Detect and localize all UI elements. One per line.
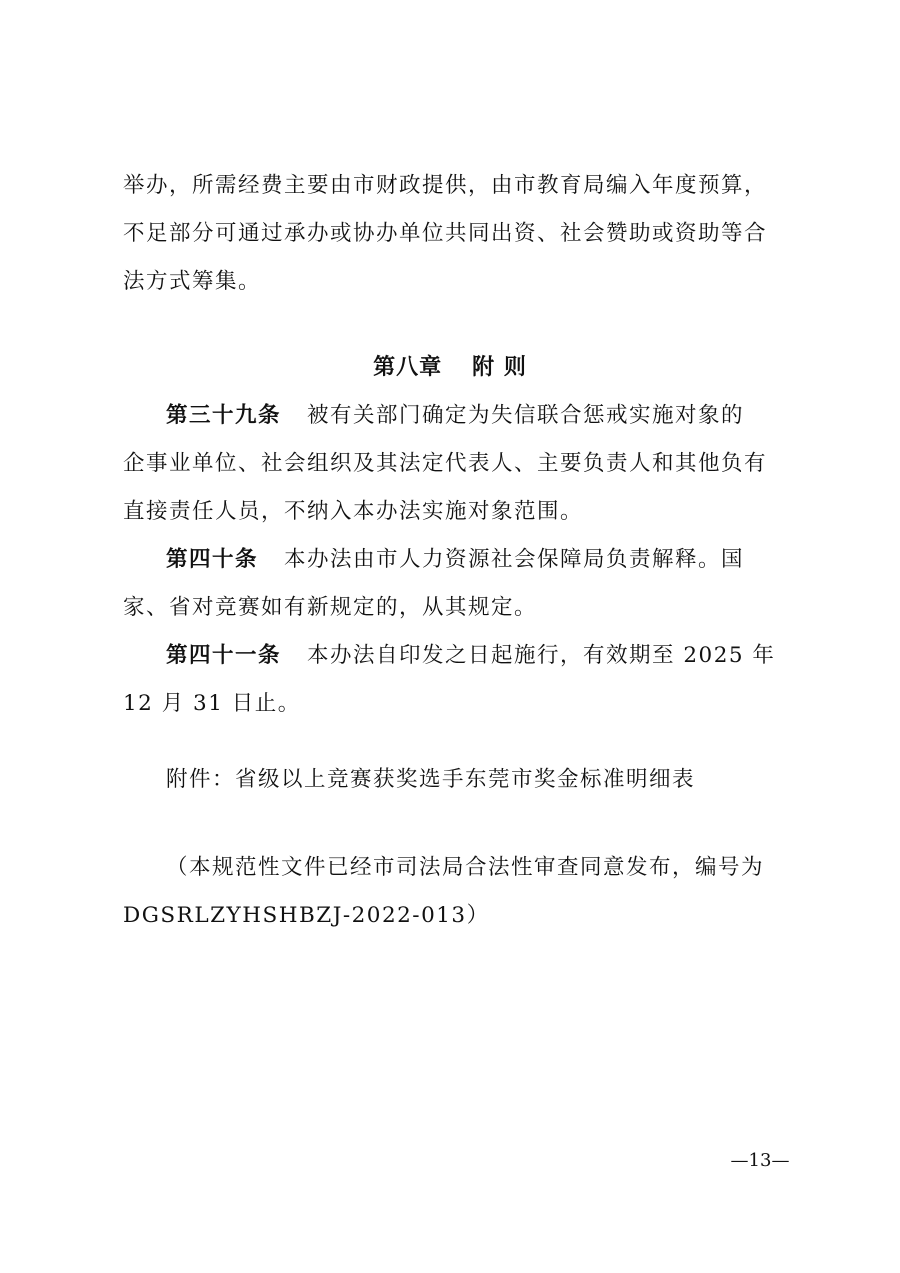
article-41-label: 第四十一条: [166, 643, 282, 668]
article-41-line-1: [166, 641, 788, 671]
article-40-label: 第四十条: [166, 547, 259, 572]
attachment-line: 附件：省级以上竞赛获奖选手东莞市奖金标准明细表: [166, 767, 696, 792]
article-39-line-2: 企事业单位、社会组织及其法定代表人、主要负责人和其他负有: [123, 451, 768, 476]
page-number: —13—: [730, 1150, 790, 1171]
chapter-heading: [0, 352, 900, 382]
article-41-line-2: 12 月 31 日止。: [123, 691, 301, 716]
chapter-title: 附 则: [472, 354, 527, 380]
article-39-line-1: [166, 401, 788, 431]
article-39-text-1: 被有关部门确定为失信联合惩戒实施对象的: [307, 403, 745, 428]
article-41-text-1: 本办法自印发之日起施行，有效期至 2025 年: [307, 643, 776, 668]
note-line-2: DGSRLZYHSHBZJ-2022-013）: [123, 903, 490, 928]
chapter-number: 第八章: [373, 354, 443, 380]
article-39-label: 第三十九条: [166, 403, 282, 428]
article-40-text-1: 本办法由市人力资源社会保障局负责解释。国: [284, 547, 745, 572]
article-39-line-3: 直接责任人员，不纳入本办法实施对象范围。: [123, 499, 584, 524]
note-line-1: （本规范性文件已经市司法局合法性审查同意发布，编号为: [166, 855, 765, 880]
article-40-line-2: 家、省对竞赛如有新规定的，从其规定。: [123, 595, 538, 620]
continuation-line-1: 举办，所需经费主要由市财政提供，由市教育局编入年度预算，: [123, 173, 768, 198]
article-40-line-1: [166, 545, 788, 575]
continuation-line-2: 不足部分可通过承办或协办单位共同出资、社会赞助或资助等合: [123, 221, 768, 246]
continuation-line-3: 法方式筹集。: [123, 269, 262, 294]
